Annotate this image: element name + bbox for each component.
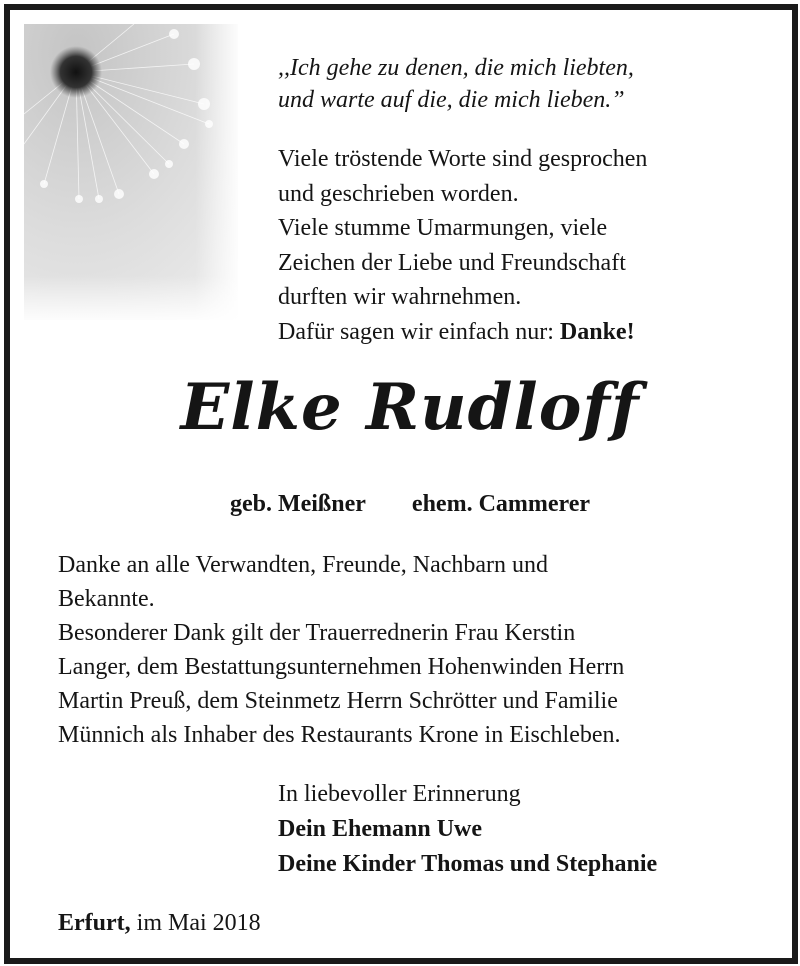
intro-line: und geschrieben worden. bbox=[278, 180, 519, 207]
intro-line: Viele stumme Umarmungen, viele bbox=[278, 215, 608, 241]
paragraph-2 bbox=[58, 616, 778, 752]
place-name: Erfurt, bbox=[58, 910, 131, 936]
name-history bbox=[10, 491, 800, 518]
paragraph-line: Martin Preuß, dem Steinmetz Herrn Schrötter und Familie bbox=[58, 688, 618, 714]
intro-line: Zeichen der Liebe und Freundschaft bbox=[278, 249, 626, 276]
intro-thanks bbox=[278, 142, 778, 349]
paragraph-line: Besonderer Dank gilt der Trauerrednerin Frau Kerstin bbox=[58, 620, 576, 646]
intro-last-line-prefix: Dafür sagen wir einfach nur: bbox=[278, 318, 560, 345]
paragraph-line: Danke an alle Verwandten, Freunde, Nachbarn und bbox=[58, 552, 549, 578]
quote bbox=[278, 52, 778, 116]
date-text: im Mai 2018 bbox=[130, 910, 261, 936]
quote-line-2: und warte auf die, die mich lieben.” bbox=[278, 87, 625, 113]
deceased-name: Elke Rudloff bbox=[180, 370, 640, 445]
quote-line-1: ,,Ich gehe zu denen, die mich liebten, bbox=[278, 55, 634, 81]
intro-line: Viele tröstende Worte sind gesprochen bbox=[278, 146, 648, 172]
intro-last-line bbox=[278, 315, 778, 350]
place-date bbox=[58, 907, 558, 939]
paragraph-line: Münnich als Inhaber des Restaurants Krone in Eischleben. bbox=[58, 722, 621, 748]
closing-intro: In liebevoller Erinnerung bbox=[278, 781, 521, 807]
intro-line: durften wir wahrnehmen. bbox=[278, 284, 522, 310]
birth-name: geb. Meißner bbox=[229, 491, 366, 517]
danke-emphasis: Danke! bbox=[559, 318, 635, 345]
paragraph-line: Bekannte. bbox=[58, 586, 155, 612]
signer-children: Deine Kinder Thomas und Stephanie bbox=[278, 851, 658, 877]
former-name: ehem. Cammerer bbox=[411, 491, 591, 517]
dandelion-photo bbox=[24, 24, 238, 320]
body-text bbox=[58, 548, 778, 752]
paragraph-1 bbox=[58, 548, 778, 616]
closing-signature bbox=[278, 777, 778, 882]
paragraph-line: Langer, dem Bestattungsunternehmen Hohenwinden Herrn bbox=[58, 654, 625, 680]
signer-husband: Dein Ehemann Uwe bbox=[278, 816, 483, 842]
obituary-frame bbox=[4, 4, 798, 964]
